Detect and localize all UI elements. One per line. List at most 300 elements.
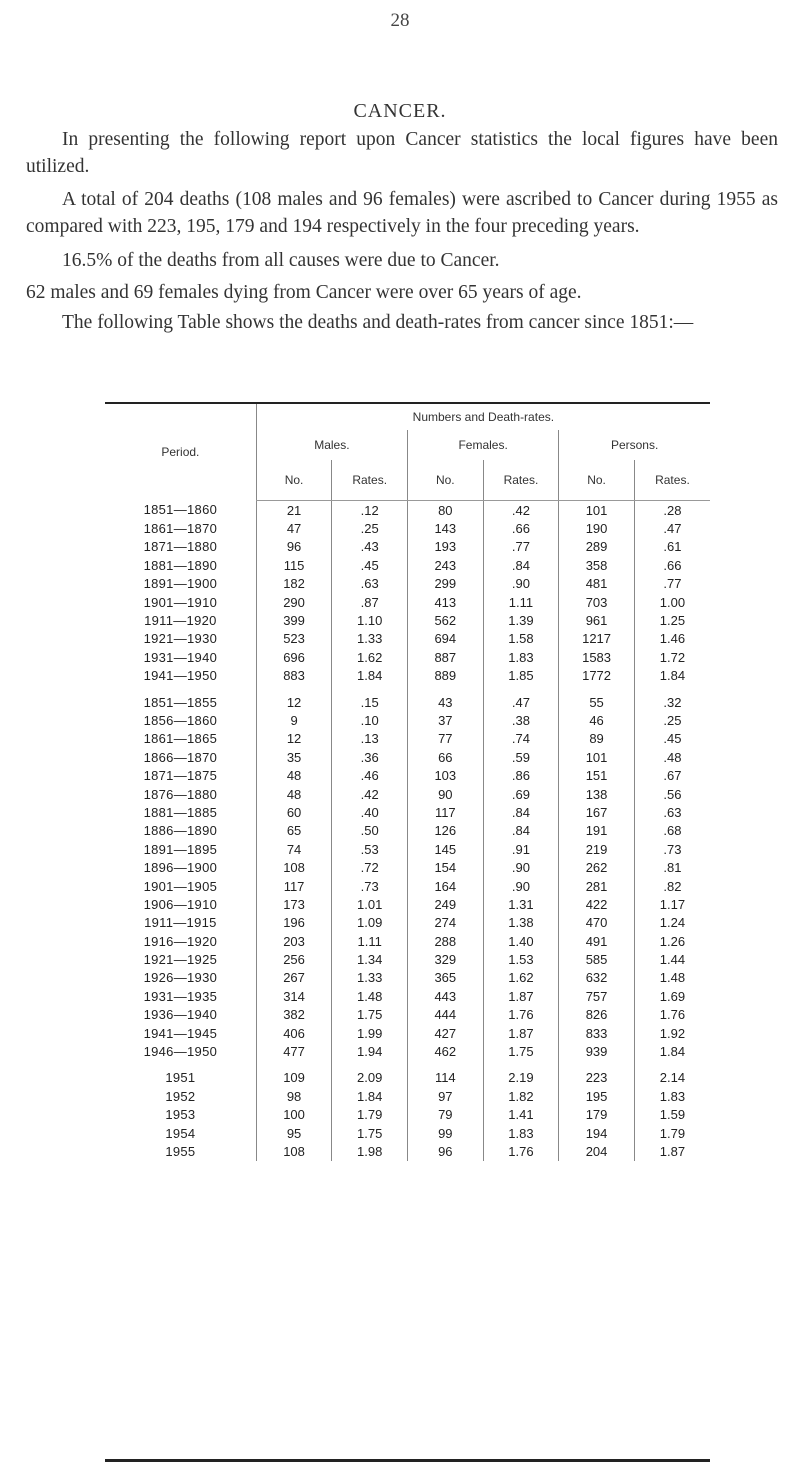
- males-rate-cell: 1.75: [332, 1124, 408, 1142]
- males-no-cell: 108: [256, 1142, 332, 1160]
- persons-rate-cell: 1.25: [634, 611, 710, 629]
- females-rate-cell: 1.40: [483, 932, 559, 950]
- persons-rate-cell: .77: [634, 575, 710, 593]
- males-no-cell: 290: [256, 593, 332, 611]
- males-rate-cell: .46: [332, 766, 408, 784]
- females-rate-cell: 1.39: [483, 611, 559, 629]
- females-rate-cell: .77: [483, 538, 559, 556]
- persons-rate-cell: 1.59: [634, 1106, 710, 1124]
- males-rate-cell: 1.62: [332, 648, 408, 666]
- spacer-cell: [105, 685, 256, 693]
- males-no-cell: 108: [256, 858, 332, 876]
- males-no-cell: 48: [256, 785, 332, 803]
- section-heading: CANCER.: [353, 100, 447, 122]
- females-no-cell: 274: [408, 914, 484, 932]
- females-rate-cell: .69: [483, 785, 559, 803]
- period-cell: 1955: [165, 1143, 196, 1159]
- males-no-cell: 182: [256, 575, 332, 593]
- period-cell: 1952: [165, 1088, 196, 1104]
- table-row: [105, 932, 710, 950]
- table-row: [105, 895, 710, 913]
- period-cell: 1926—1930: [143, 970, 218, 986]
- persons-rate-cell: .67: [634, 766, 710, 784]
- males-no-cell: 48: [256, 766, 332, 784]
- females-rate-cell: 1.38: [483, 914, 559, 932]
- table-row: [105, 1006, 710, 1024]
- persons-no-cell: 757: [559, 987, 635, 1005]
- males-no-header: No.: [256, 460, 332, 501]
- females-no-cell: 43: [408, 693, 484, 711]
- intro-paragraph: In presenting the following report upon Cancer statistics the local figures have been utilized.: [26, 129, 778, 177]
- period-cell: 1881—1890: [143, 557, 218, 573]
- females-rate-cell: .42: [483, 501, 559, 520]
- males-rate-cell: 1.79: [332, 1106, 408, 1124]
- persons-no-cell: 491: [559, 932, 635, 950]
- females-rate-cell: .66: [483, 519, 559, 537]
- period-cell: 1953: [165, 1107, 196, 1123]
- males-no-cell: 196: [256, 914, 332, 932]
- table-row: [105, 538, 710, 556]
- percentage-paragraph: 16.5% of the deaths from all causes were due to Cancer.: [62, 250, 500, 271]
- males-rate-cell: .50: [332, 822, 408, 840]
- persons-rate-cell: .68: [634, 822, 710, 840]
- persons-rate-cell: 2.14: [634, 1069, 710, 1087]
- males-rate-cell: .42: [332, 785, 408, 803]
- period-cell: 1861—1870: [143, 521, 218, 537]
- persons-no-cell: 191: [559, 822, 635, 840]
- males-rate-cell: .87: [332, 593, 408, 611]
- table-row: [105, 648, 710, 666]
- persons-no-cell: 46: [559, 711, 635, 729]
- females-no-cell: 413: [408, 593, 484, 611]
- females-no-cell: 143: [408, 519, 484, 537]
- table-row: [105, 501, 710, 520]
- males-rate-cell: .63: [332, 575, 408, 593]
- table-row: [105, 766, 710, 784]
- males-no-cell: 115: [256, 556, 332, 574]
- persons-no-cell: 101: [559, 748, 635, 766]
- persons-no-cell: 1217: [559, 630, 635, 648]
- period-cell: 1921—1930: [143, 631, 218, 647]
- period-cell: 1891—1900: [143, 576, 218, 592]
- females-no-cell: 243: [408, 556, 484, 574]
- males-rate-cell: .13: [332, 730, 408, 748]
- females-rate-cell: 1.58: [483, 630, 559, 648]
- persons-no-cell: 262: [559, 858, 635, 876]
- period-cell: 1896—1900: [143, 860, 218, 876]
- males-rate-cell: 1.11: [332, 932, 408, 950]
- males-rate-cell: .25: [332, 519, 408, 537]
- females-no-cell: 462: [408, 1042, 484, 1060]
- females-rate-cell: .59: [483, 748, 559, 766]
- spacer-cell: [256, 685, 332, 693]
- spacer-cell: [332, 1061, 408, 1069]
- death-rates-table: [105, 402, 710, 1462]
- spacer-cell: [483, 1061, 559, 1069]
- persons-rate-cell: .25: [634, 711, 710, 729]
- period-cell: 1951: [165, 1070, 196, 1086]
- females-rate-cell: .84: [483, 556, 559, 574]
- males-no-cell: 109: [256, 1069, 332, 1087]
- females-rate-cell: .90: [483, 858, 559, 876]
- females-no-cell: 193: [408, 538, 484, 556]
- period-cell: 1954: [165, 1125, 196, 1141]
- males-no-cell: 9: [256, 711, 332, 729]
- females-rate-cell: 1.83: [483, 1124, 559, 1142]
- table-row: [105, 711, 710, 729]
- males-rate-cell: 1.33: [332, 969, 408, 987]
- table-row: [105, 1087, 710, 1105]
- females-no-cell: 80: [408, 501, 484, 520]
- persons-no-cell: 179: [559, 1106, 635, 1124]
- males-rate-cell: 2.09: [332, 1069, 408, 1087]
- females-no-cell: 114: [408, 1069, 484, 1087]
- males-no-cell: 47: [256, 519, 332, 537]
- males-rate-cell: 1.10: [332, 611, 408, 629]
- males-rate-cell: 1.94: [332, 1042, 408, 1060]
- period-cell: 1871—1880: [143, 539, 218, 555]
- persons-no-cell: 703: [559, 593, 635, 611]
- period-cell: 1931—1935: [143, 988, 218, 1004]
- persons-rate-cell: .28: [634, 501, 710, 520]
- persons-rate-cell: .81: [634, 858, 710, 876]
- males-rate-cell: 1.33: [332, 630, 408, 648]
- persons-rate-cell: .73: [634, 840, 710, 858]
- table-row: [105, 1106, 710, 1124]
- males-no-cell: 523: [256, 630, 332, 648]
- persons-rate-cell: 1.44: [634, 950, 710, 968]
- males-no-cell: 267: [256, 969, 332, 987]
- spacer-cell: [483, 685, 559, 693]
- males-no-cell: 95: [256, 1124, 332, 1142]
- males-no-cell: 12: [256, 693, 332, 711]
- males-no-cell: 74: [256, 840, 332, 858]
- period-cell: 1921—1925: [143, 952, 218, 968]
- page-number: 28: [390, 10, 410, 31]
- persons-no-cell: 195: [559, 1087, 635, 1105]
- period-cell: 1871—1875: [143, 768, 218, 784]
- table-row: [105, 877, 710, 895]
- table-row: [105, 667, 710, 685]
- persons-rate-cell: .47: [634, 519, 710, 537]
- table-row: [105, 1042, 710, 1060]
- males-rate-cell: .15: [332, 693, 408, 711]
- females-header: Females.: [408, 430, 559, 460]
- females-rate-cell: .84: [483, 822, 559, 840]
- persons-no-cell: 167: [559, 803, 635, 821]
- persons-rate-cell: 1.72: [634, 648, 710, 666]
- females-rate-cell: 1.82: [483, 1087, 559, 1105]
- males-no-cell: 883: [256, 667, 332, 685]
- persons-rate-cell: .56: [634, 785, 710, 803]
- males-no-cell: 117: [256, 877, 332, 895]
- males-no-cell: 173: [256, 895, 332, 913]
- table-row: [105, 969, 710, 987]
- spacer-cell: [105, 1061, 256, 1069]
- persons-rate-cell: 1.17: [634, 895, 710, 913]
- males-rate-cell: .43: [332, 538, 408, 556]
- females-rate-cell: 1.62: [483, 969, 559, 987]
- period-cell: 1876—1880: [143, 786, 218, 802]
- deaths-total-paragraph: A total of 204 deaths (108 males and 96 females) were ascribed to Cancer during 1955 as compared with 223, 195, 179 and 194 respectively in the four preceding years.: [26, 189, 778, 237]
- persons-rate-cell: 1.83: [634, 1087, 710, 1105]
- females-rate-cell: 1.87: [483, 987, 559, 1005]
- females-no-cell: 299: [408, 575, 484, 593]
- females-rate-cell: .86: [483, 766, 559, 784]
- males-rate-cell: 1.98: [332, 1142, 408, 1160]
- table-row: [105, 630, 710, 648]
- period-column-header: Period.: [161, 445, 200, 460]
- persons-rate-cell: 1.87: [634, 1142, 710, 1160]
- females-no-cell: 66: [408, 748, 484, 766]
- group-spacer: [105, 685, 710, 693]
- males-rate-cell: .45: [332, 556, 408, 574]
- females-no-cell: 77: [408, 730, 484, 748]
- persons-no-cell: 204: [559, 1142, 635, 1160]
- males-rate-cell: .73: [332, 877, 408, 895]
- persons-rate-cell: 1.26: [634, 932, 710, 950]
- persons-no-cell: 826: [559, 1006, 635, 1024]
- persons-rate-cell: .63: [634, 803, 710, 821]
- males-no-cell: 12: [256, 730, 332, 748]
- females-rate-cell: 1.76: [483, 1142, 559, 1160]
- females-no-cell: 288: [408, 932, 484, 950]
- spacer-cell: [256, 1061, 332, 1069]
- females-rate-cell: 1.53: [483, 950, 559, 968]
- females-rate-cell: 1.75: [483, 1042, 559, 1060]
- females-no-cell: 427: [408, 1024, 484, 1042]
- persons-rate-cell: .82: [634, 877, 710, 895]
- females-no-cell: 126: [408, 822, 484, 840]
- table-row: [105, 1124, 710, 1142]
- group-spacer: [105, 1061, 710, 1069]
- females-rates-header: Rates.: [483, 460, 559, 501]
- period-cell: 1851—1855: [143, 694, 218, 710]
- females-no-cell: 365: [408, 969, 484, 987]
- persons-no-cell: 89: [559, 730, 635, 748]
- males-rate-cell: .53: [332, 840, 408, 858]
- table-row: [105, 1024, 710, 1042]
- males-rate-cell: .10: [332, 711, 408, 729]
- males-no-cell: 98: [256, 1087, 332, 1105]
- death-rates-grid: [105, 404, 710, 1161]
- females-rate-cell: 1.76: [483, 1006, 559, 1024]
- period-cell: 1906—1910: [143, 896, 218, 912]
- persons-rate-cell: .66: [634, 556, 710, 574]
- period-cell: 1941—1950: [143, 668, 218, 684]
- females-no-cell: 103: [408, 766, 484, 784]
- table-row: [105, 950, 710, 968]
- table-row: [105, 611, 710, 629]
- persons-no-cell: 632: [559, 969, 635, 987]
- table-row: [105, 730, 710, 748]
- period-cell: 1941—1945: [143, 1025, 218, 1041]
- females-rate-cell: .38: [483, 711, 559, 729]
- group-header: Numbers and Death-rates.: [256, 404, 710, 430]
- females-no-cell: 79: [408, 1106, 484, 1124]
- persons-no-cell: 101: [559, 501, 635, 520]
- period-cell: 1911—1915: [144, 915, 217, 931]
- period-cell: 1851—1860: [143, 502, 218, 518]
- females-no-cell: 145: [408, 840, 484, 858]
- males-rate-cell: 1.01: [332, 895, 408, 913]
- females-no-cell: 90: [408, 785, 484, 803]
- table-row: [105, 858, 710, 876]
- females-no-cell: 154: [408, 858, 484, 876]
- females-rate-cell: 2.19: [483, 1069, 559, 1087]
- spacer-cell: [408, 685, 484, 693]
- persons-no-cell: 289: [559, 538, 635, 556]
- spacer-cell: [634, 685, 710, 693]
- table-intro-paragraph: The following Table shows the deaths and death-rates from cancer since 1851:—: [62, 312, 694, 333]
- period-cell: 1891—1895: [143, 841, 218, 857]
- spacer-cell: [332, 685, 408, 693]
- males-no-cell: 399: [256, 611, 332, 629]
- males-no-cell: 382: [256, 1006, 332, 1024]
- age-paragraph: 62 males and 69 females dying from Cancer were over 65 years of age.: [26, 282, 582, 303]
- males-no-cell: 477: [256, 1042, 332, 1060]
- spacer-cell: [408, 1061, 484, 1069]
- females-no-cell: 694: [408, 630, 484, 648]
- females-no-cell: 164: [408, 877, 484, 895]
- table-row: [105, 593, 710, 611]
- persons-rate-cell: 1.76: [634, 1006, 710, 1024]
- males-no-cell: 314: [256, 987, 332, 1005]
- persons-no-cell: 358: [559, 556, 635, 574]
- males-rate-cell: .12: [332, 501, 408, 520]
- period-cell: 1901—1905: [143, 878, 218, 894]
- persons-rate-cell: .32: [634, 693, 710, 711]
- table-row: [105, 748, 710, 766]
- table-row: [105, 803, 710, 821]
- table-row: [105, 840, 710, 858]
- females-no-cell: 99: [408, 1124, 484, 1142]
- persons-no-cell: 470: [559, 914, 635, 932]
- males-rate-cell: .40: [332, 803, 408, 821]
- females-rate-cell: .74: [483, 730, 559, 748]
- persons-header: Persons.: [559, 430, 710, 460]
- males-rate-cell: .36: [332, 748, 408, 766]
- males-rate-cell: 1.48: [332, 987, 408, 1005]
- spacer-cell: [559, 685, 635, 693]
- females-rate-cell: 1.31: [483, 895, 559, 913]
- females-rate-cell: 1.85: [483, 667, 559, 685]
- period-cell: 1931—1940: [143, 649, 218, 665]
- males-rate-cell: 1.34: [332, 950, 408, 968]
- males-rate-cell: .72: [332, 858, 408, 876]
- period-cell: 1856—1860: [143, 712, 218, 728]
- females-rate-cell: .90: [483, 877, 559, 895]
- persons-no-cell: 223: [559, 1069, 635, 1087]
- table-row: [105, 519, 710, 537]
- persons-no-cell: 151: [559, 766, 635, 784]
- table-row: [105, 785, 710, 803]
- females-rate-cell: 1.11: [483, 593, 559, 611]
- males-no-cell: 35: [256, 748, 332, 766]
- persons-rate-cell: 1.79: [634, 1124, 710, 1142]
- persons-no-cell: 190: [559, 519, 635, 537]
- females-no-cell: 443: [408, 987, 484, 1005]
- females-rate-cell: .91: [483, 840, 559, 858]
- table-row: [105, 914, 710, 932]
- spacer-cell: [559, 1061, 635, 1069]
- females-rate-cell: 1.41: [483, 1106, 559, 1124]
- females-no-cell: 97: [408, 1087, 484, 1105]
- males-rate-cell: 1.75: [332, 1006, 408, 1024]
- males-no-cell: 100: [256, 1106, 332, 1124]
- females-rate-cell: 1.87: [483, 1024, 559, 1042]
- table-row: [105, 987, 710, 1005]
- persons-no-cell: 194: [559, 1124, 635, 1142]
- females-no-cell: 887: [408, 648, 484, 666]
- males-rate-cell: 1.09: [332, 914, 408, 932]
- persons-rate-cell: .61: [634, 538, 710, 556]
- persons-no-cell: 939: [559, 1042, 635, 1060]
- persons-no-cell: 281: [559, 877, 635, 895]
- persons-rate-cell: 1.84: [634, 667, 710, 685]
- persons-no-cell: 422: [559, 895, 635, 913]
- females-no-cell: 562: [408, 611, 484, 629]
- males-no-cell: 96: [256, 538, 332, 556]
- males-rate-cell: 1.84: [332, 667, 408, 685]
- females-no-header: No.: [408, 460, 484, 501]
- period-cell: 1881—1885: [143, 804, 218, 820]
- females-no-cell: 889: [408, 667, 484, 685]
- persons-rate-cell: .48: [634, 748, 710, 766]
- males-rate-cell: 1.99: [332, 1024, 408, 1042]
- period-cell: 1866—1870: [143, 749, 218, 765]
- females-rate-cell: .90: [483, 575, 559, 593]
- persons-rate-cell: 1.69: [634, 987, 710, 1005]
- females-rate-cell: .47: [483, 693, 559, 711]
- females-no-cell: 117: [408, 803, 484, 821]
- period-cell: 1946—1950: [143, 1044, 218, 1060]
- persons-no-cell: 1583: [559, 648, 635, 666]
- persons-rate-cell: 1.00: [634, 593, 710, 611]
- females-no-cell: 96: [408, 1142, 484, 1160]
- persons-no-cell: 138: [559, 785, 635, 803]
- table-row: [105, 693, 710, 711]
- females-no-cell: 37: [408, 711, 484, 729]
- table-row: [105, 556, 710, 574]
- persons-rate-cell: 1.24: [634, 914, 710, 932]
- persons-no-cell: 55: [559, 693, 635, 711]
- table-row: [105, 1142, 710, 1160]
- period-cell: 1911—1920: [144, 613, 217, 629]
- males-no-cell: 65: [256, 822, 332, 840]
- persons-no-cell: 833: [559, 1024, 635, 1042]
- persons-no-cell: 961: [559, 611, 635, 629]
- persons-no-cell: 1772: [559, 667, 635, 685]
- females-rate-cell: 1.83: [483, 648, 559, 666]
- males-no-cell: 696: [256, 648, 332, 666]
- period-cell: 1936—1940: [143, 1007, 218, 1023]
- males-header: Males.: [256, 430, 407, 460]
- persons-no-cell: 585: [559, 950, 635, 968]
- males-no-cell: 60: [256, 803, 332, 821]
- period-cell: 1886—1890: [143, 823, 218, 839]
- females-no-cell: 329: [408, 950, 484, 968]
- persons-rate-cell: .45: [634, 730, 710, 748]
- males-no-cell: 21: [256, 501, 332, 520]
- persons-rates-header: Rates.: [634, 460, 710, 501]
- persons-rate-cell: 1.84: [634, 1042, 710, 1060]
- persons-rate-cell: 1.48: [634, 969, 710, 987]
- table-body: [105, 501, 710, 1161]
- period-cell: 1901—1910: [143, 594, 218, 610]
- persons-no-header: No.: [559, 460, 635, 501]
- period-cell: 1916—1920: [143, 933, 218, 949]
